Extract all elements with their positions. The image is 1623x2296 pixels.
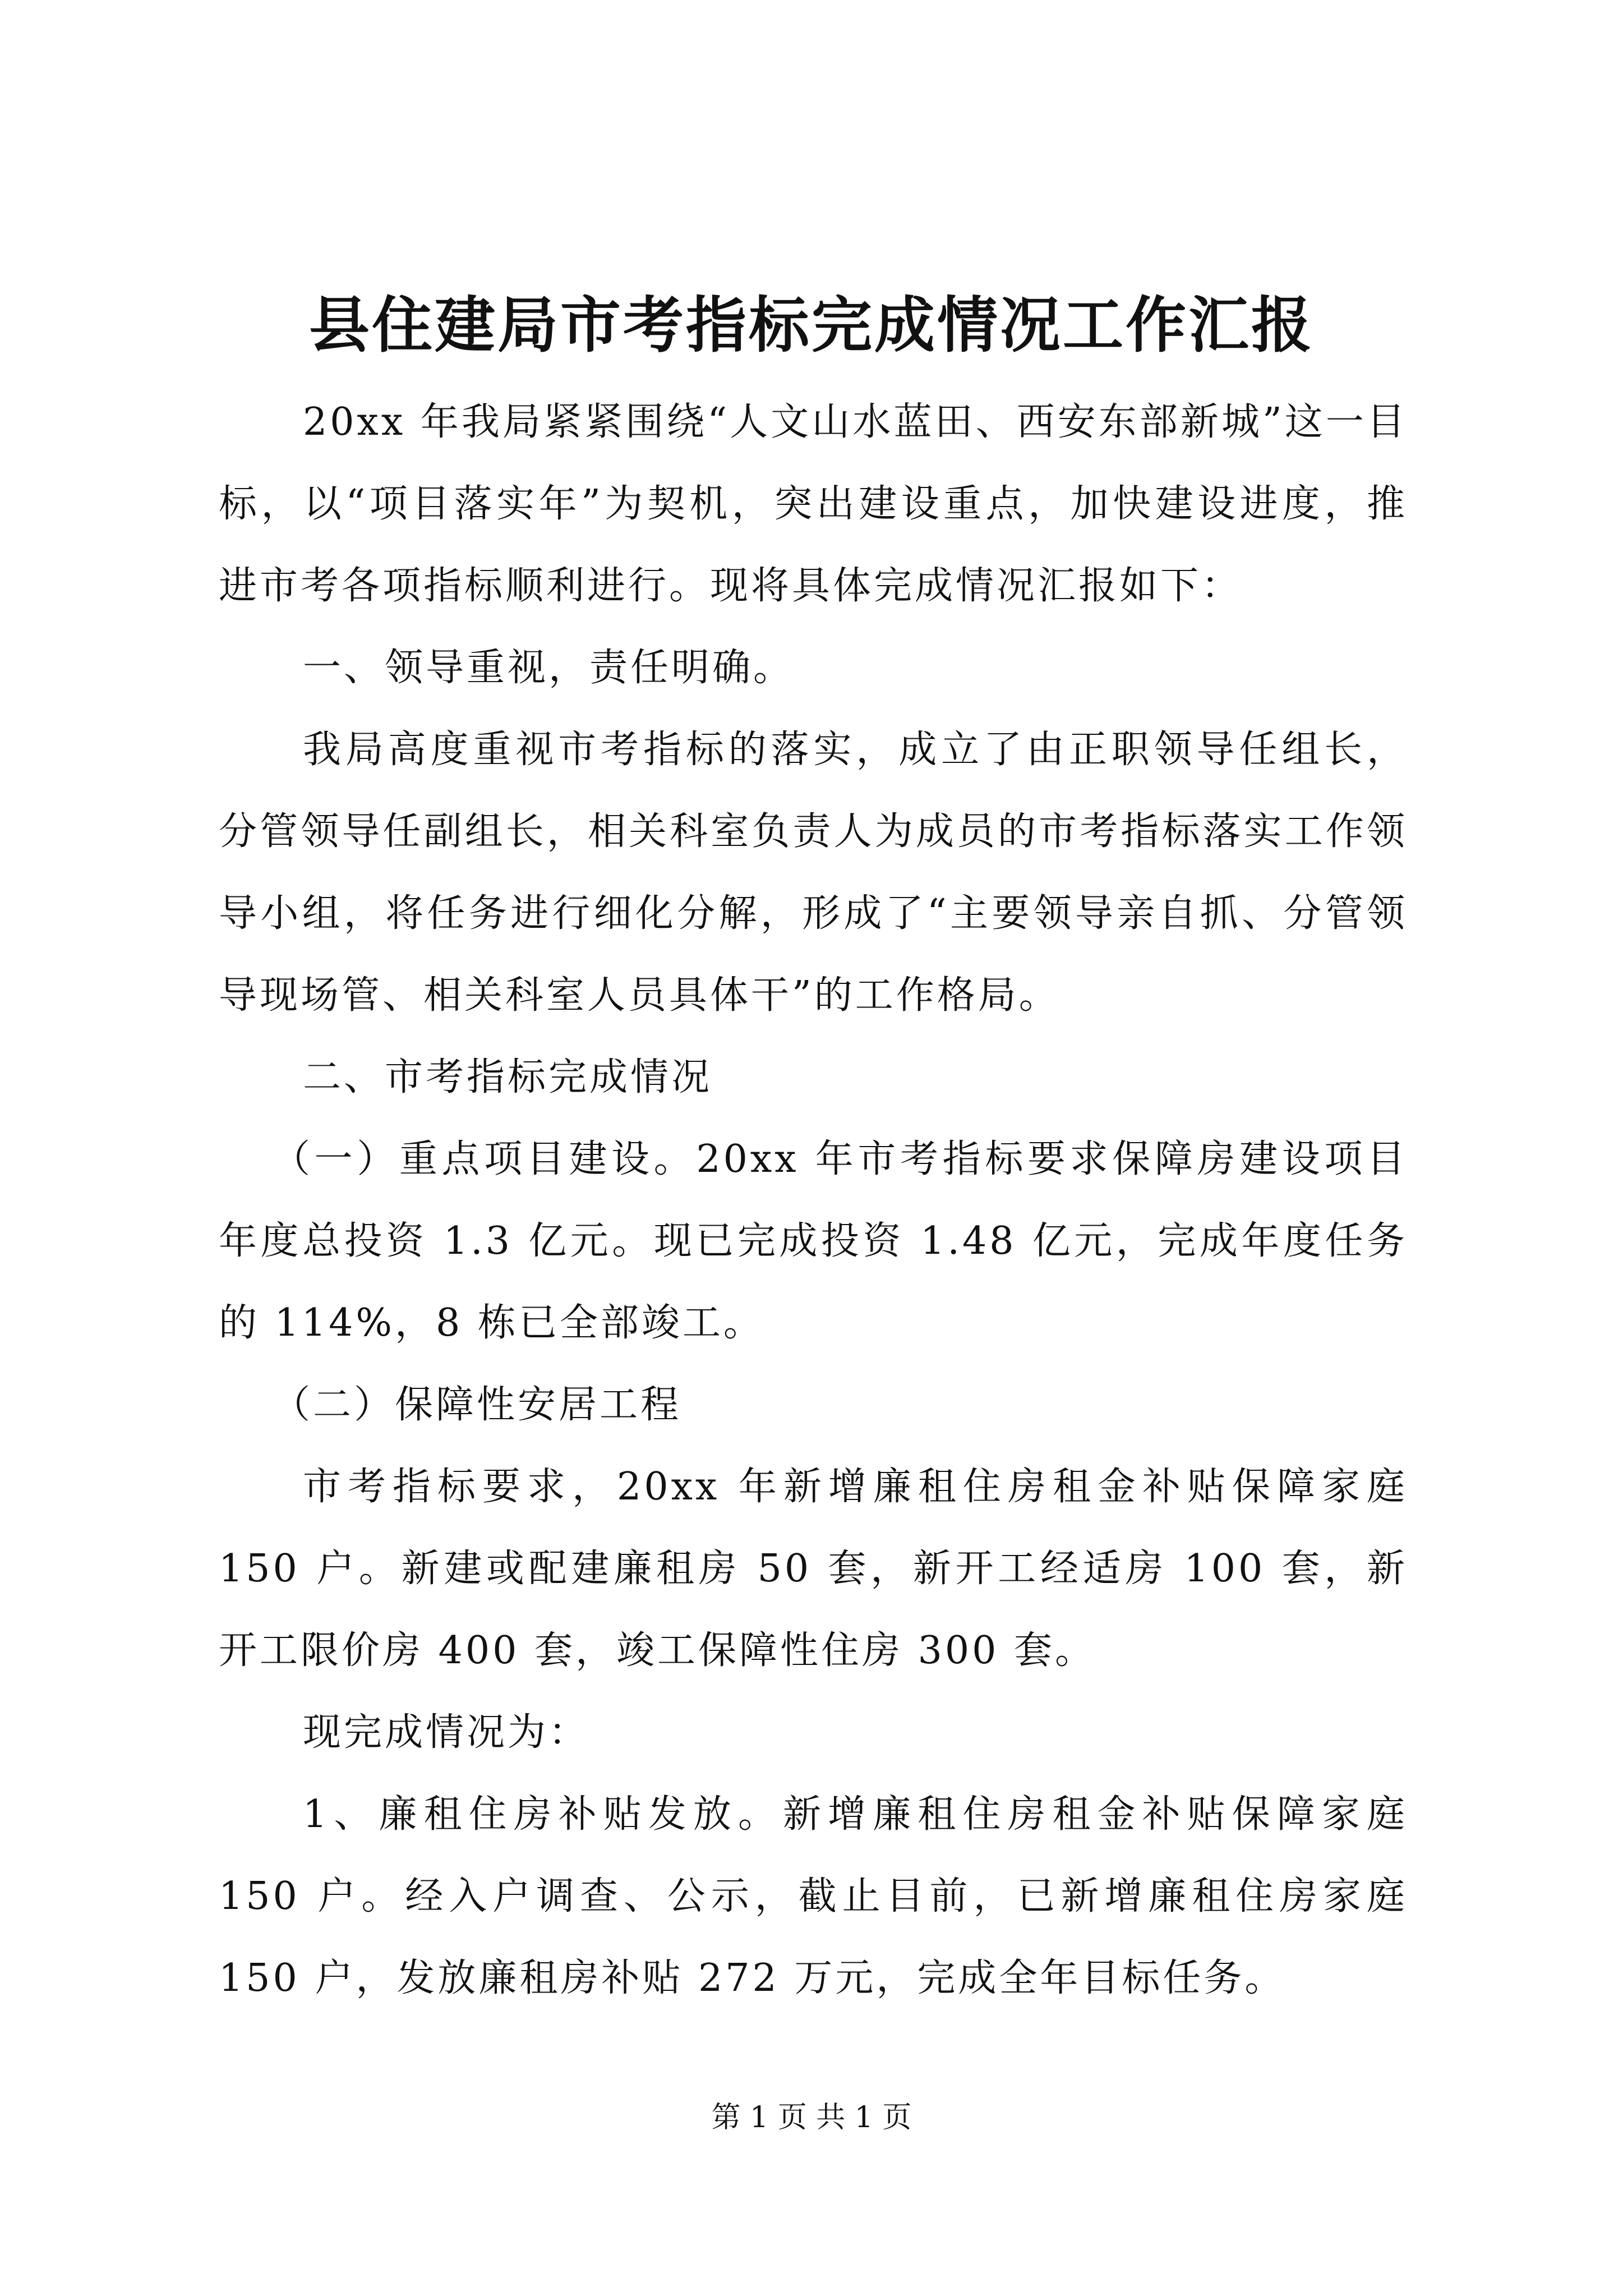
document-body xyxy=(219,381,1408,2019)
completion-status-label: 现完成情况为： xyxy=(303,1710,590,1755)
page-footer: 第 1 页 共 1 页 xyxy=(711,2101,912,2134)
key-projects-paragraph: （一）重点项目建设。20xx 年市考指标要求保障房建设项目年度总投资 1.3 亿元。现已完成投资 1.48 亿元，完成年度任务的 114%，8 栋已全部竣工。 xyxy=(219,1137,1408,1345)
leadership-paragraph: 我局高度重视市考指标的落实，成立了由正职领导任组长，分管领导任副组长，相关科室负责人为成员的市考指标落实工作领导小组，将任务进行细化分解，形成了“主要领导亲自抓、分管领导现场管、相关科室人员具体干”的工作格局。 xyxy=(219,728,1408,1018)
subsidy-paragraph: 1、廉租住房补贴发放。新增廉租住房租金补贴保障家庭 150 户。经入户调查、公示，截止目前，已新增廉租住房家庭 150 户，发放廉租房补贴 272 万元，完成全年目标任务。 xyxy=(219,1792,1408,2000)
document-title: 县住建局市考指标完成情况工作汇报 xyxy=(308,290,1314,361)
subheading-housing-project: （二）保障性安居工程 xyxy=(272,1383,682,1427)
section-heading-indicators: 二、市考指标完成情况 xyxy=(303,1055,713,1099)
intro-paragraph: 20xx 年我局紧紧围绕“人文山水蓝田、西安东部新城”这一目标，以“项目落实年”为契机，突出建设重点，加快建设进度，推进市考各项指标顺利进行。现将具体完成情况汇报如下： xyxy=(219,400,1408,608)
section-heading-leadership: 一、领导重视，责任明确。 xyxy=(303,646,795,690)
housing-requirements-paragraph: 市考指标要求，20xx 年新增廉租住房租金补贴保障家庭 150 户。新建或配建廉租房 50 套，新开工经适房 100 套，新开工限价房 400 套，竣工保障性住房 300 套。 xyxy=(219,1465,1408,1673)
